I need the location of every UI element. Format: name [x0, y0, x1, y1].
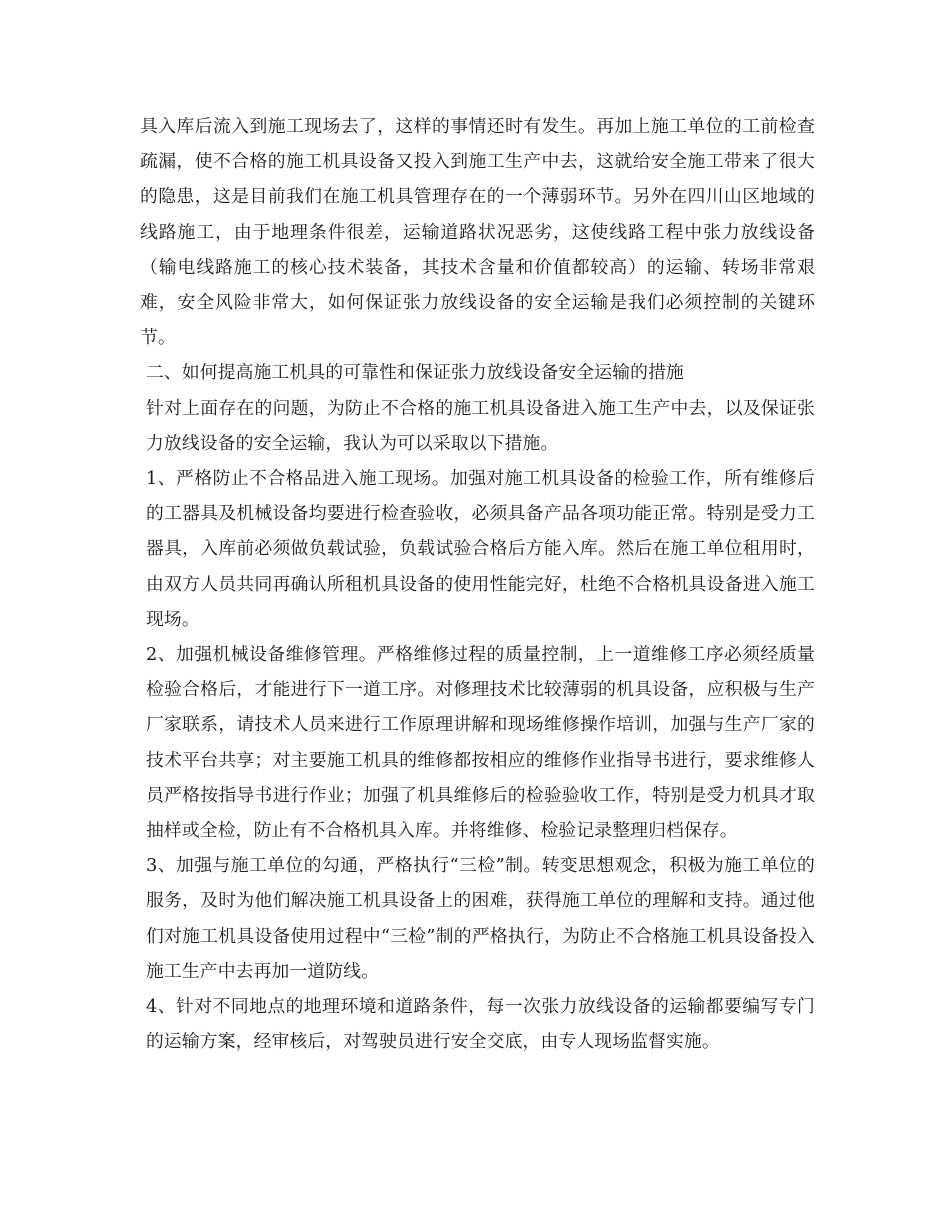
document-body: [140, 109, 815, 1059]
paragraph-intro: 针对上面存在的问题，为防止不合格的施工机具设备进入施工生产中去，以及保证张力放线设备的安全运输，我认为可以采取以下措施。: [146, 397, 815, 454]
paragraph-measure-4: 4、针对不同地点的地理环境和道路条件，每一次张力放线设备的运输都要编写专门的运输方案，经审核后，对驾驶员进行安全交底，由专人现场监督实施。: [146, 996, 815, 1053]
paragraph-measure-2: 2、加强机械设备维修管理。严格维修过程的质量控制，上一道维修工序必须经质量检验合格后，才能进行下一道工序。对修理技术比较薄弱的机具设备，应积极与生产厂家联系，请技术人员来进行工作原理讲解和现场维修操作培训，加强与生产厂家的技术平台共享；对主要施工机具的维修都按相应的维修作业指导书进行，要求维修人员严格按指导书进行作业；加强了机具维修后的检验验收工作，特别是受力机具才取抽样或全检，防止有不合格机具入库。并将维修、检验记录整理归档保存。: [146, 644, 815, 842]
paragraph-continuation: 具入库后流入到施工现场去了，这样的事情还时有发生。再加上施工单位的工前检查疏漏，使不合格的施工机具设备又投入到施工生产中去，这就给安全施工带来了很大的隐患，这是目前我们在施工机具管理存在的一个薄弱环节。另外在四川山区地域的线路施工，由于地理条件很差，运输道路状况恶劣，这使线路工程中张力放线设备（输电线路施工的核心技术装备，其技术含量和价值都较高）的运输、转场非常艰难，安全风险非常大，如何保证张力放线设备的安全运输是我们必须控制的关键环节。: [140, 116, 815, 349]
section-heading: 二、如何提高施工机具的可靠性和保证张力放线设备安全运输的措施: [146, 362, 684, 384]
paragraph-measure-1: 1、严格防止不合格品进入施工现场。加强对施工机具设备的检验工作，所有维修后的工器具及机械设备均要进行检查验收，必须具备产品各项功能正常。特别是受力工器具，入库前必须做负载试验，负载试验合格后方能入库。然后在施工单位租用时，由双方人员共同再确认所租机具设备的使用性能完好，杜绝不合格机具设备进入施工现场。: [146, 468, 815, 630]
paragraph-measure-3: 3、加强与施工单位的勾通，严格执行“三检”制。转变思想观念，积极为施工单位的服务，及时为他们解决施工机具设备上的困难，获得施工单位的理解和支持。通过他们对施工机具设备使用过程中“三检”制的严格执行，为防止不合格施工机具设备投入施工生产中去再加一道防线。: [146, 855, 815, 982]
